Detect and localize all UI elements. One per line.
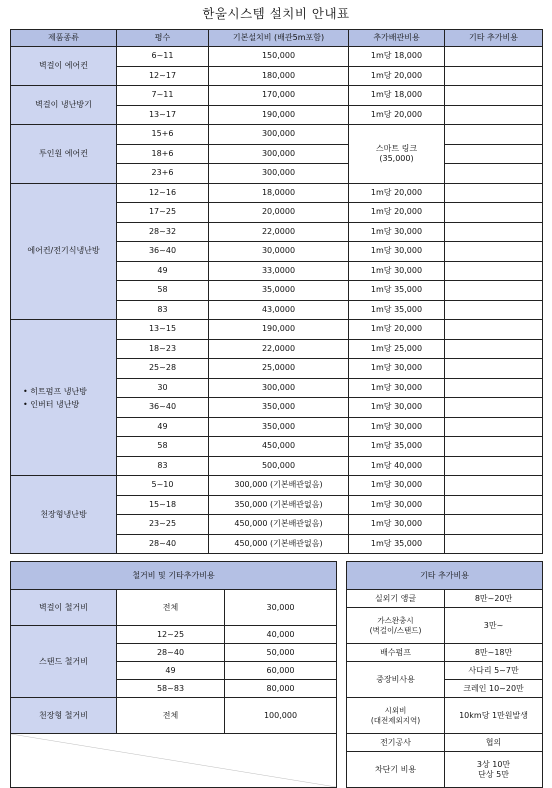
base-cost-cell: 450,000 (기본배관없음) xyxy=(209,534,349,554)
size-cell: 28~40 xyxy=(117,534,209,554)
heavy-equipment-label: 중장비사용 xyxy=(347,662,445,698)
product-category: 벽걸이 에어컨 xyxy=(11,47,117,86)
extra-cost-cell xyxy=(445,515,543,535)
base-cost-cell: 300,000 (기본배관없음) xyxy=(209,476,349,496)
col-header-base-cost: 기본설치비 (배관5m포함) xyxy=(209,30,349,47)
removal-and-extra-table xyxy=(10,561,543,788)
out-of-town-label: 시외비 (대전제외지역) xyxy=(347,698,445,734)
ceiling-removal-price: 100,000 xyxy=(225,698,337,734)
size-cell: 15~18 xyxy=(117,495,209,515)
pipe-cost-cell: 1m당 30,000 xyxy=(349,515,445,535)
removal-header: 철거비 및 기타추가비용 xyxy=(11,562,337,590)
pipe-cost-cell: 1m당 18,000 xyxy=(349,47,445,67)
pipe-cost-cell: 1m당 18,000 xyxy=(349,86,445,106)
base-cost-cell: 450,000 (기본배관없음) xyxy=(209,515,349,535)
product-category: 에어컨/전기식냉난방 xyxy=(11,183,117,320)
stand-price: 60,000 xyxy=(225,662,337,680)
extra-cost-cell xyxy=(445,359,543,379)
size-cell: 7~11 xyxy=(117,86,209,106)
size-cell: 13~15 xyxy=(117,320,209,340)
stand-removal-label: 스탠드 철거비 xyxy=(11,626,117,698)
base-cost-cell: 300,000 xyxy=(209,125,349,145)
pipe-cost-cell: 1m당 20,000 xyxy=(349,183,445,203)
extra-cost-cell xyxy=(445,164,543,184)
pipe-cost-cell: 1m당 30,000 xyxy=(349,476,445,496)
extra-cost-cell xyxy=(445,125,543,145)
size-cell: 12~17 xyxy=(117,66,209,86)
extra-cost-cell xyxy=(445,183,543,203)
crane-price: 크레인 10~20만 xyxy=(445,680,543,698)
extra-cost-cell xyxy=(445,320,543,340)
size-cell: 23~25 xyxy=(117,515,209,535)
breaker-price: 3상 10만 단상 5만 xyxy=(445,752,543,788)
empty-diagonal-cell xyxy=(11,734,337,788)
base-cost-cell: 350,000 xyxy=(209,417,349,437)
drain-pump-label: 배수펌프 xyxy=(347,644,445,662)
size-cell: 49 xyxy=(117,417,209,437)
col-header-extra-cost: 기타 추가비용 xyxy=(445,30,543,47)
header-row xyxy=(11,30,543,47)
size-cell: 83 xyxy=(117,300,209,320)
pipe-cost-cell: 1m당 35,000 xyxy=(349,534,445,554)
table-row xyxy=(11,320,543,340)
size-cell: 28~32 xyxy=(117,222,209,242)
smart-link-line: (35,000) xyxy=(379,153,414,163)
pipe-cost-cell: 1m당 30,000 xyxy=(349,417,445,437)
stand-size: 28~40 xyxy=(117,644,225,662)
pipe-cost-cell: 1m당 30,000 xyxy=(349,242,445,262)
ladder-price: 사다리 5~7만 xyxy=(445,662,543,680)
base-cost-cell: 300,000 xyxy=(209,164,349,184)
extra-cost-cell xyxy=(445,47,543,67)
gas-charge-label: 가스완충시 (벽걸이/스탠드) xyxy=(347,608,445,644)
base-cost-cell: 300,000 xyxy=(209,144,349,164)
extra-cost-cell xyxy=(445,398,543,418)
extra-cost-cell xyxy=(445,242,543,262)
base-cost-cell: 33,0000 xyxy=(209,261,349,281)
size-cell: 30 xyxy=(117,378,209,398)
size-cell: 12~16 xyxy=(117,183,209,203)
col-header-size: 평수 xyxy=(117,30,209,47)
diagonal-line xyxy=(11,734,336,787)
table-gap xyxy=(337,562,347,590)
col-header-pipe-cost: 추가배관비용 xyxy=(349,30,445,47)
pipe-cost-cell: 1m당 30,000 xyxy=(349,222,445,242)
base-cost-cell: 25,0000 xyxy=(209,359,349,379)
pipe-cost-cell: 1m당 40,000 xyxy=(349,456,445,476)
drain-pump-price: 8만~18만 xyxy=(445,644,543,662)
extra-cost-cell xyxy=(445,86,543,106)
size-cell: 36~40 xyxy=(117,242,209,262)
pipe-cost-cell: 1m당 35,000 xyxy=(349,281,445,301)
extra-cost-cell xyxy=(445,437,543,457)
ceiling-removal-label: 천장형 철거비 xyxy=(11,698,117,734)
pipe-cost-cell: 1m당 30,000 xyxy=(349,359,445,379)
base-cost-cell: 300,000 xyxy=(209,378,349,398)
pipe-cost-cell: 1m당 20,000 xyxy=(349,105,445,125)
pipe-cost-cell: 1m당 30,000 xyxy=(349,378,445,398)
ceiling-removal-size: 전체 xyxy=(117,698,225,734)
pipe-cost-cell: 1m당 20,000 xyxy=(349,203,445,223)
table-row xyxy=(11,86,543,106)
col-header-product: 제품종류 xyxy=(11,30,117,47)
pipe-cost-cell: 1m당 25,000 xyxy=(349,339,445,359)
smart-link-cell xyxy=(349,125,445,184)
stand-size: 49 xyxy=(117,662,225,680)
smart-link-line: 스마트 링크 xyxy=(375,143,418,153)
wall-removal-price: 30,000 xyxy=(225,590,337,626)
product-category-line: • 인버터 냉난방 xyxy=(23,399,80,409)
extra-cost-cell xyxy=(445,417,543,437)
stand-price: 80,000 xyxy=(225,680,337,698)
base-cost-cell: 22,0000 xyxy=(209,222,349,242)
extra-cost-cell xyxy=(445,534,543,554)
table-row xyxy=(11,183,543,203)
extra-cost-cell xyxy=(445,495,543,515)
size-cell: 25~28 xyxy=(117,359,209,379)
extra-cost-cell xyxy=(445,476,543,496)
size-cell: 83 xyxy=(117,456,209,476)
table-row xyxy=(11,125,543,145)
pipe-cost-cell: 1m당 20,000 xyxy=(349,320,445,340)
pipe-cost-cell: 1m당 20,000 xyxy=(349,66,445,86)
page-title: 한울시스템 설치비 안내표 xyxy=(202,6,350,21)
gas-charge-price: 3만~ xyxy=(445,608,543,644)
pipe-cost-cell: 1m당 30,000 xyxy=(349,495,445,515)
size-cell: 5~10 xyxy=(117,476,209,496)
extra-cost-cell xyxy=(445,203,543,223)
base-cost-cell: 170,000 xyxy=(209,86,349,106)
out-of-town-price: 10km당 1만원발생 xyxy=(445,698,543,734)
product-category: 투인원 에어컨 xyxy=(11,125,117,184)
base-cost-cell: 43,0000 xyxy=(209,300,349,320)
extra-cost-cell xyxy=(445,66,543,86)
install-cost-table xyxy=(10,29,543,554)
size-cell: 15+6 xyxy=(117,125,209,145)
size-cell: 23+6 xyxy=(117,164,209,184)
base-cost-cell: 350,000 xyxy=(209,398,349,418)
base-cost-cell: 150,000 xyxy=(209,47,349,67)
size-cell: 58 xyxy=(117,281,209,301)
table-row xyxy=(11,47,543,67)
product-category-line: • 히트펌프 냉난방 xyxy=(23,386,87,396)
stand-price: 50,000 xyxy=(225,644,337,662)
size-cell: 13~17 xyxy=(117,105,209,125)
pipe-cost-cell: 1m당 30,000 xyxy=(349,261,445,281)
extra-cost-cell xyxy=(445,300,543,320)
extra-cost-cell xyxy=(445,456,543,476)
base-cost-cell: 500,000 xyxy=(209,456,349,476)
extra-cost-cell xyxy=(445,261,543,281)
electric-work-price: 협의 xyxy=(445,734,543,752)
product-category: 벽걸이 냉난방기 xyxy=(11,86,117,125)
product-category xyxy=(11,320,117,476)
base-cost-cell: 35,0000 xyxy=(209,281,349,301)
base-cost-cell: 180,000 xyxy=(209,66,349,86)
size-cell: 17~25 xyxy=(117,203,209,223)
extra-cost-cell xyxy=(445,378,543,398)
base-cost-cell: 190,000 xyxy=(209,320,349,340)
base-cost-cell: 20,0000 xyxy=(209,203,349,223)
wall-removal-size: 전체 xyxy=(117,590,225,626)
base-cost-cell: 18,0000 xyxy=(209,183,349,203)
pipe-cost-cell: 1m당 35,000 xyxy=(349,300,445,320)
pipe-cost-cell: 1m당 35,000 xyxy=(349,437,445,457)
size-cell: 49 xyxy=(117,261,209,281)
pipe-cost-cell: 1m당 30,000 xyxy=(349,398,445,418)
table-row xyxy=(11,476,543,496)
stand-price: 40,000 xyxy=(225,626,337,644)
extra-cost-cell xyxy=(445,144,543,164)
outdoor-angle-price: 8만~20만 xyxy=(445,590,543,608)
groups-body xyxy=(11,47,543,554)
extra-cost-cell xyxy=(445,105,543,125)
outdoor-angle-label: 실외기 앵글 xyxy=(347,590,445,608)
extra-cost-cell xyxy=(445,339,543,359)
stand-size: 58~83 xyxy=(117,680,225,698)
extra-cost-cell xyxy=(445,281,543,301)
wall-removal-label: 벽걸이 철거비 xyxy=(11,590,117,626)
other-header: 기타 추가비용 xyxy=(347,562,543,590)
extra-cost-cell xyxy=(445,222,543,242)
stand-size: 12~25 xyxy=(117,626,225,644)
breaker-label: 차단기 비용 xyxy=(347,752,445,788)
base-cost-cell: 350,000 (기본배관없음) xyxy=(209,495,349,515)
size-cell: 18+6 xyxy=(117,144,209,164)
size-cell: 6~11 xyxy=(117,47,209,67)
base-cost-cell: 450,000 xyxy=(209,437,349,457)
size-cell: 18~23 xyxy=(117,339,209,359)
product-category: 천장형냉난방 xyxy=(11,476,117,554)
electric-work-label: 전기공사 xyxy=(347,734,445,752)
size-cell: 58 xyxy=(117,437,209,457)
base-cost-cell: 30,0000 xyxy=(209,242,349,262)
base-cost-cell: 22,0000 xyxy=(209,339,349,359)
size-cell: 36~40 xyxy=(117,398,209,418)
base-cost-cell: 190,000 xyxy=(209,105,349,125)
